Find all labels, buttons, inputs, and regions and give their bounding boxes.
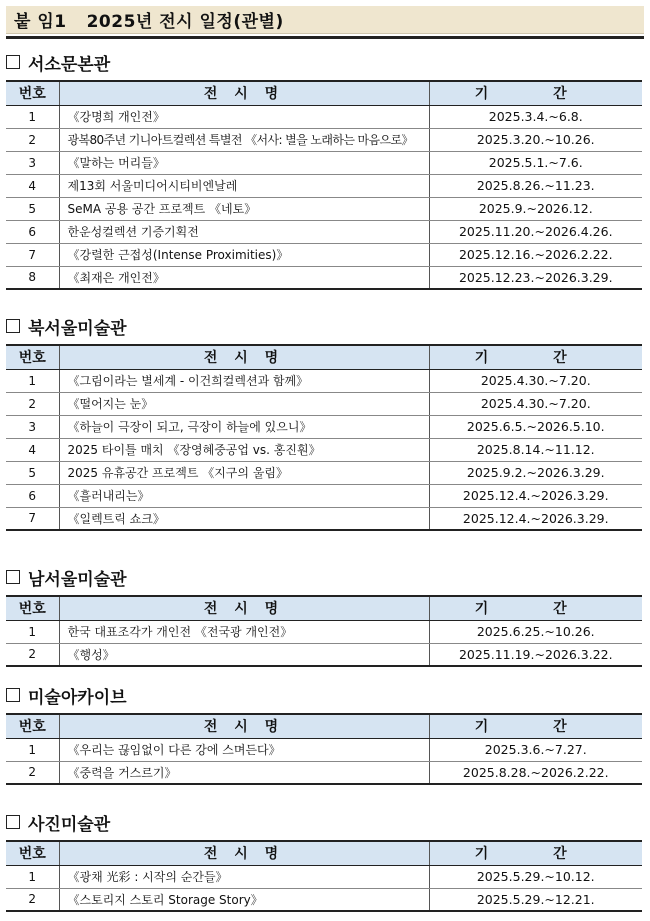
column-header-period: 기 간: [429, 596, 642, 620]
table-row: [6, 266, 642, 289]
table-row: [6, 151, 642, 174]
column-header-period: 기 간: [429, 714, 642, 738]
row-number: 2: [6, 761, 59, 784]
row-number: 7: [6, 243, 59, 266]
exhibition-period: 2025.6.25.~10.26.: [429, 620, 642, 643]
exhibition-title: SeMA 공용 공간 프로젝트 《네토》: [59, 197, 429, 220]
column-header-no: 번호: [6, 596, 59, 620]
table-header-row: [6, 714, 642, 738]
section-seosomun: [6, 50, 644, 290]
table-row: [6, 507, 642, 530]
table-row: [6, 197, 642, 220]
exhibition-table: [6, 840, 642, 912]
exhibition-title: 제13회 서울미디어시티비엔날레: [59, 174, 429, 197]
row-number: 1: [6, 369, 59, 392]
table-header-row: [6, 345, 642, 369]
exhibition-period: 2025.12.16.~2026.2.22.: [429, 243, 642, 266]
table-row: [6, 738, 642, 761]
table-row: [6, 369, 642, 392]
row-number: 2: [6, 643, 59, 666]
exhibition-period: 2025.8.14.~11.12.: [429, 438, 642, 461]
column-header-period: 기 간: [429, 81, 642, 105]
exhibition-table: [6, 344, 642, 531]
section-namseoul: [6, 565, 644, 667]
row-number: 3: [6, 151, 59, 174]
exhibition-title: 2025 유휴공간 프로젝트 《지구의 울림》: [59, 461, 429, 484]
exhibition-period: 2025.5.29.~10.12.: [429, 865, 642, 888]
column-header-no: 번호: [6, 714, 59, 738]
table-row: [6, 620, 642, 643]
exhibition-title: 《떨어지는 눈》: [59, 392, 429, 415]
exhibition-title: 《광채 光彩 : 시작의 순간들》: [59, 865, 429, 888]
header-divider: [6, 36, 644, 39]
section-title: 북서울미술관: [28, 318, 127, 339]
section-photography: [6, 810, 644, 912]
table-row: [6, 415, 642, 438]
table-header-row: [6, 596, 642, 620]
exhibition-title: 《우리는 끊임없이 다른 강에 스며든다》: [59, 738, 429, 761]
checkbox-icon: [6, 688, 20, 702]
row-number: 1: [6, 738, 59, 761]
document-header: [6, 6, 644, 34]
column-header-period: 기 간: [429, 345, 642, 369]
exhibition-title: 한운성컬렉션 기증기획전: [59, 220, 429, 243]
column-header-no: 번호: [6, 841, 59, 865]
row-number: 2: [6, 888, 59, 911]
column-header-title: 전 시 명: [59, 841, 429, 865]
section-title: 사진미술관: [28, 814, 111, 835]
exhibition-title: 《강렬한 근접성(Intense Proximities)》: [59, 243, 429, 266]
row-number: 7: [6, 507, 59, 530]
row-number: 3: [6, 415, 59, 438]
header-label: 붙 임1: [14, 12, 67, 32]
exhibition-period: 2025.11.19.~2026.3.22.: [429, 643, 642, 666]
exhibition-period: 2025.3.4.~6.8.: [429, 105, 642, 128]
column-header-title: 전 시 명: [59, 81, 429, 105]
section-title: 서소문본관: [28, 54, 111, 75]
exhibition-title: 한국 대표조각가 개인전 《전국광 개인전》: [59, 620, 429, 643]
table-row: [6, 220, 642, 243]
exhibition-period: 2025.4.30.~7.20.: [429, 392, 642, 415]
section-title: 미술아카이브: [28, 687, 127, 708]
table-row: [6, 243, 642, 266]
column-header-no: 번호: [6, 345, 59, 369]
exhibition-title: 2025 타이틀 매치 《장영혜중공업 vs. 홍진훤》: [59, 438, 429, 461]
exhibition-period: 2025.12.4.~2026.3.29.: [429, 507, 642, 530]
exhibition-title: 《스토리지 스토리 Storage Story》: [59, 888, 429, 911]
exhibition-title: 광복80주년 기니아트컬렉션 특별전 《서사: 별을 노래하는 마음으로》: [59, 128, 429, 151]
exhibition-table: [6, 595, 642, 667]
table-row: [6, 484, 642, 507]
column-header-title: 전 시 명: [59, 714, 429, 738]
column-header-no: 번호: [6, 81, 59, 105]
table-header-row: [6, 841, 642, 865]
exhibition-period: 2025.9.~2026.12.: [429, 197, 642, 220]
exhibition-period: 2025.12.4.~2026.3.29.: [429, 484, 642, 507]
row-number: 1: [6, 865, 59, 888]
exhibition-period: 2025.9.2.~2026.3.29.: [429, 461, 642, 484]
table-row: [6, 865, 642, 888]
exhibition-period: 2025.4.30.~7.20.: [429, 369, 642, 392]
table-row: [6, 461, 642, 484]
checkbox-icon: [6, 55, 20, 69]
exhibition-period: 2025.6.5.~2026.5.10.: [429, 415, 642, 438]
row-number: 6: [6, 220, 59, 243]
exhibition-title: 《최재은 개인전》: [59, 266, 429, 289]
row-number: 2: [6, 128, 59, 151]
exhibition-period: 2025.8.26.~11.23.: [429, 174, 642, 197]
table-row: [6, 761, 642, 784]
table-row: [6, 392, 642, 415]
table-row: [6, 105, 642, 128]
exhibition-period: 2025.3.6.~7.27.: [429, 738, 642, 761]
table-row: [6, 174, 642, 197]
exhibition-period: 2025.11.20.~2026.4.26.: [429, 220, 642, 243]
exhibition-title: 《말하는 머리들》: [59, 151, 429, 174]
exhibition-period: 2025.12.23.~2026.3.29.: [429, 266, 642, 289]
row-number: 1: [6, 620, 59, 643]
exhibition-title: 《강명희 개인전》: [59, 105, 429, 128]
exhibition-period: 2025.3.20.~10.26.: [429, 128, 642, 151]
section-art-archive: [6, 683, 644, 785]
checkbox-icon: [6, 570, 20, 584]
row-number: 5: [6, 461, 59, 484]
table-row: [6, 888, 642, 911]
table-header-row: [6, 81, 642, 105]
table-row: [6, 438, 642, 461]
exhibition-title: 《일렉트릭 쇼크》: [59, 507, 429, 530]
exhibition-title: 《하늘이 극장이 되고, 극장이 하늘에 있으니》: [59, 415, 429, 438]
row-number: 8: [6, 266, 59, 289]
section-title: 남서울미술관: [28, 569, 127, 590]
row-number: 4: [6, 174, 59, 197]
exhibition-period: 2025.5.1.~7.6.: [429, 151, 642, 174]
exhibition-table: [6, 713, 642, 785]
row-number: 2: [6, 392, 59, 415]
column-header-title: 전 시 명: [59, 345, 429, 369]
checkbox-icon: [6, 815, 20, 829]
header-title: 2025년 전시 일정(관별): [86, 12, 284, 32]
table-row: [6, 643, 642, 666]
table-row: [6, 128, 642, 151]
exhibition-title: 《흘러내리는》: [59, 484, 429, 507]
exhibition-title: 《그림이라는 별세계 - 이건희컬렉션과 함께》: [59, 369, 429, 392]
section-bukseoul: [6, 314, 644, 531]
column-header-title: 전 시 명: [59, 596, 429, 620]
exhibition-title: 《행성》: [59, 643, 429, 666]
exhibition-period: 2025.8.28.~2026.2.22.: [429, 761, 642, 784]
row-number: 5: [6, 197, 59, 220]
row-number: 1: [6, 105, 59, 128]
row-number: 6: [6, 484, 59, 507]
exhibition-period: 2025.5.29.~12.21.: [429, 888, 642, 911]
exhibition-table: [6, 80, 642, 290]
exhibition-title: 《중력을 거스르기》: [59, 761, 429, 784]
row-number: 4: [6, 438, 59, 461]
checkbox-icon: [6, 319, 20, 333]
column-header-period: 기 간: [429, 841, 642, 865]
